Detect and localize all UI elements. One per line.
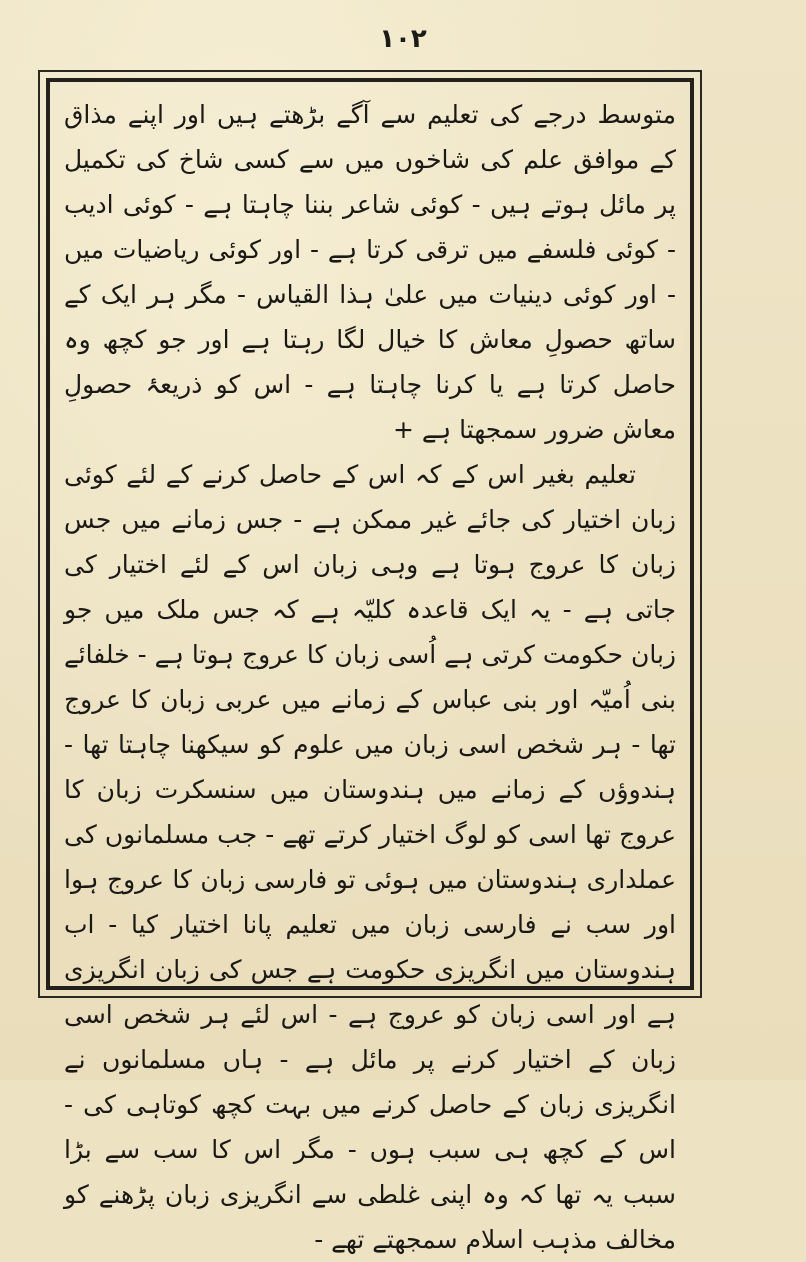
page-number: ۱۰۲ <box>379 24 427 54</box>
body-text <box>64 92 676 1254</box>
paragraph-2: تعلیم بغیر اس کے کہ اس کے حاصل کرنے کے لئے کوئی زبان اختیار کی جائے غیر ممکن ہے - جس زمانے میں جس زبان کا عروج ہوتا ہے وہی زبان اس کے لئے اختیار کی جاتی ہے - یہ ایک قاعدہ کلیّہ ہے کہ جس ملک میں جو زبان حکومت کرتی ہے اُسی زبان کا عروج ہوتا ہے - خلفائے بنی اُمیّہ اور بنی عباس کے زمانے میں عربی زبان کا عروج تھا - ہر شخص اسی زبان میں علوم کو سیکھنا چاہتا تھا - ہندوؤں کے زمانے میں ہندوستان میں سنسکرت زبان کا عروج تھا اسی کو لوگ اختیار کرتے تھے - جب مسلمانوں کی عملداری ہندوستان میں ہوئی تو فارسی زبان کا عروج ہوا اور سب نے فارسی زبان میں تعلیم پانا اختیار کیا - اب ہندوستان میں انگریزی حکومت ہے جس کی زبان انگریزی ہے اور اسی زبان کو عروج ہے - اس لئے ہر شخص اسی زبان کے اختیار کرنے پر مائل ہے - ہاں مسلمانوں نے انگریزی زبان کے حاصل کرنے میں بہت کچھ کوتاہی کی - اس کے کچھ ہی سبب ہوں - مگر اس کا سب سے بڑا سبب یہ تھا کہ وہ اپنی غلطی سے انگریزی زبان پڑھنے کو مخالف مذہب اسلام سمجھتے تھے - <box>64 460 676 1254</box>
paragraph-1: متوسط درجے کی تعلیم سے آگے بڑھتے ہیں اور اپنے مذاق کے موافق علم کی شاخوں میں سے کسی شاخ کی تکمیل پر مائل ہوتے ہیں - کوئی شاعر بننا چاہتا ہے - کوئی ادیب - کوئی فلسفے میں ترقی کرتا ہے - اور کوئی ریاضیات میں - اور کوئی دینیات میں علیٰ ہذا القیاس - مگر ہر ایک کے ساتھ حصولِ معاش کا خیال لگا رہتا ہے اور جو کچھ وہ حاصل کرتا ہے یا کرنا چاہتا ہے - اس کو ذریعۂ حصولِ معاش ضرور سمجھتا ہے + <box>64 100 676 444</box>
